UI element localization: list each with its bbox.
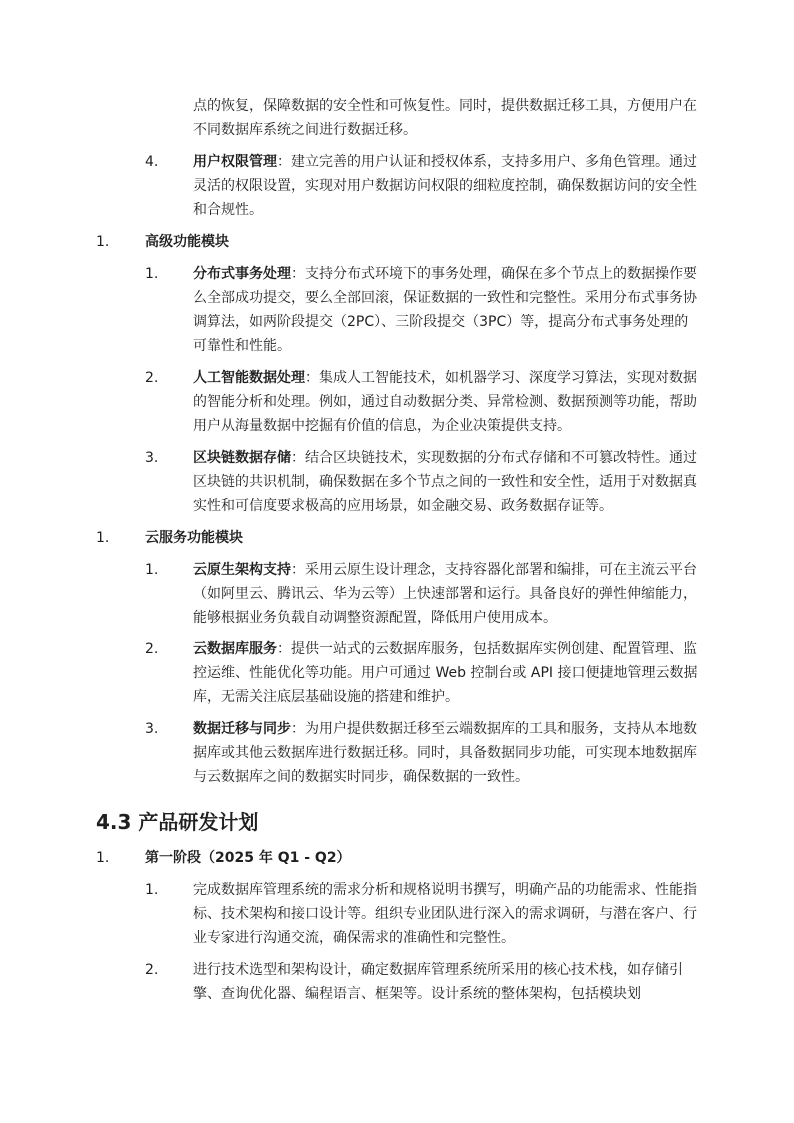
item-title: 数据迁移与同步 <box>193 721 291 737</box>
item-text: 支持分布式环境下的事务处理，确保在多个节点上的数据操作要么全部成功提交，要么全部回滚，保证数据的一致性和完整性。采用分布式事务协调算法，如两阶段提交（2PC）、三阶段提交（3PC）等，提高分布式事务处理的可靠性和性能。 <box>193 266 697 354</box>
item-title: 云数据库服务 <box>193 641 277 657</box>
list-item-ai-data <box>193 366 699 438</box>
section-number: 1. <box>96 530 110 546</box>
list-number: 2. <box>145 641 159 657</box>
list-item-distributed-transaction <box>193 262 699 358</box>
list-item-requirements: 完成数据库管理系统的需求分析和规格说明书撰写，明确产品的功能需求、性能指标、技术架构和接口设计等。组织专业团队进行深入的需求调研，与潜在客户、行业专家进行沟通交流，确保需求的准确性和完整性。 <box>193 882 697 946</box>
item-title: 云原生架构支持 <box>193 562 291 578</box>
item-title: 人工智能数据处理 <box>193 370 305 386</box>
list-number: 4. <box>145 154 159 170</box>
list-item-cloud-database <box>193 637 699 709</box>
section-title-advanced: 高级功能模块 <box>145 234 229 250</box>
list-number: 1. <box>145 266 159 282</box>
item-text: 提供一站式的云数据库服务，包括数据库实例创建、配置管理、监控运维、性能优化等功能。用户可通过 Web 控制台或 API 接口便捷地管理云数据库，无需关注底层基础设施的搭建和维护。 <box>193 641 698 705</box>
list-number: 3. <box>145 721 159 737</box>
list-number: 3. <box>145 450 159 466</box>
item-text: 建立完善的用户认证和授权体系，支持多用户、多角色管理。通过灵活的权限设置，实现对用户数据访问权限的细粒度控制，确保数据访问的安全性和合规性。 <box>193 154 697 218</box>
phase-title: 第一阶段（2025 年 Q1 - Q2） <box>145 850 351 866</box>
item-separator: ： <box>277 641 291 657</box>
item-separator: ： <box>291 562 305 578</box>
item-text: 结合区块链技术，实现数据的分布式存储和不可篡改特性。通过区块链的共识机制，确保数据在多个节点之间的一致性和安全性，适用于对数据真实性和可信度要求极高的应用场景，如金融交易、政务数据存证等。 <box>193 450 697 514</box>
list-number: 1. <box>145 562 159 578</box>
section-number: 1. <box>96 234 110 250</box>
list-item-data-migration <box>193 717 699 789</box>
item-separator: ： <box>291 450 305 466</box>
list-item-architecture: 进行技术选型和架构设计，确定数据库管理系统所采用的核心技术栈，如存储引擎、查询优化器、编程语言、框架等。设计系统的整体架构，包括模块划 <box>193 962 683 1002</box>
list-number: 1. <box>145 882 159 898</box>
paragraph-backup-recovery-continuation: 点的恢复，保障数据的安全性和可恢复性。同时，提供数据迁移工具，方便用户在不同数据库系统之间进行数据迁移。 <box>193 98 697 138</box>
section-heading-4-3: 4.3 产品研发计划 <box>96 810 259 834</box>
list-number: 2. <box>145 962 159 978</box>
section-number: 1. <box>96 850 110 866</box>
item-title: 分布式事务处理 <box>193 266 291 282</box>
list-item-blockchain <box>193 446 699 518</box>
item-separator: ： <box>291 721 305 737</box>
list-item-user-permission <box>193 150 699 222</box>
list-item-cloud-native <box>193 558 699 630</box>
item-text: 为用户提供数据迁移至云端数据库的工具和服务，支持从本地数据库或其他云数据库进行数据迁移。同时，具备数据同步功能，可实现本地数据库与云数据库之间的数据实时同步，确保数据的一致性。 <box>193 721 697 785</box>
section-title-cloud: 云服务功能模块 <box>145 530 243 546</box>
item-separator: ： <box>305 370 319 386</box>
item-separator: ： <box>277 154 291 170</box>
item-title: 用户权限管理 <box>193 154 277 170</box>
item-separator: ： <box>291 266 305 282</box>
list-number: 2. <box>145 370 159 386</box>
item-text: 集成人工智能技术，如机器学习、深度学习算法，实现对数据的智能分析和处理。例如，通过自动数据分类、异常检测、数据预测等功能，帮助用户从海量数据中挖掘有价值的信息，为企业决策提供支持。 <box>193 370 697 434</box>
item-text: 采用云原生设计理念，支持容器化部署和编排，可在主流云平台（如阿里云、腾讯云、华为云等）上快速部署和运行。具备良好的弹性伸缩能力，能够根据业务负载自动调整资源配置，降低用户使用成本。 <box>193 562 697 626</box>
item-title: 区块链数据存储 <box>193 450 291 466</box>
